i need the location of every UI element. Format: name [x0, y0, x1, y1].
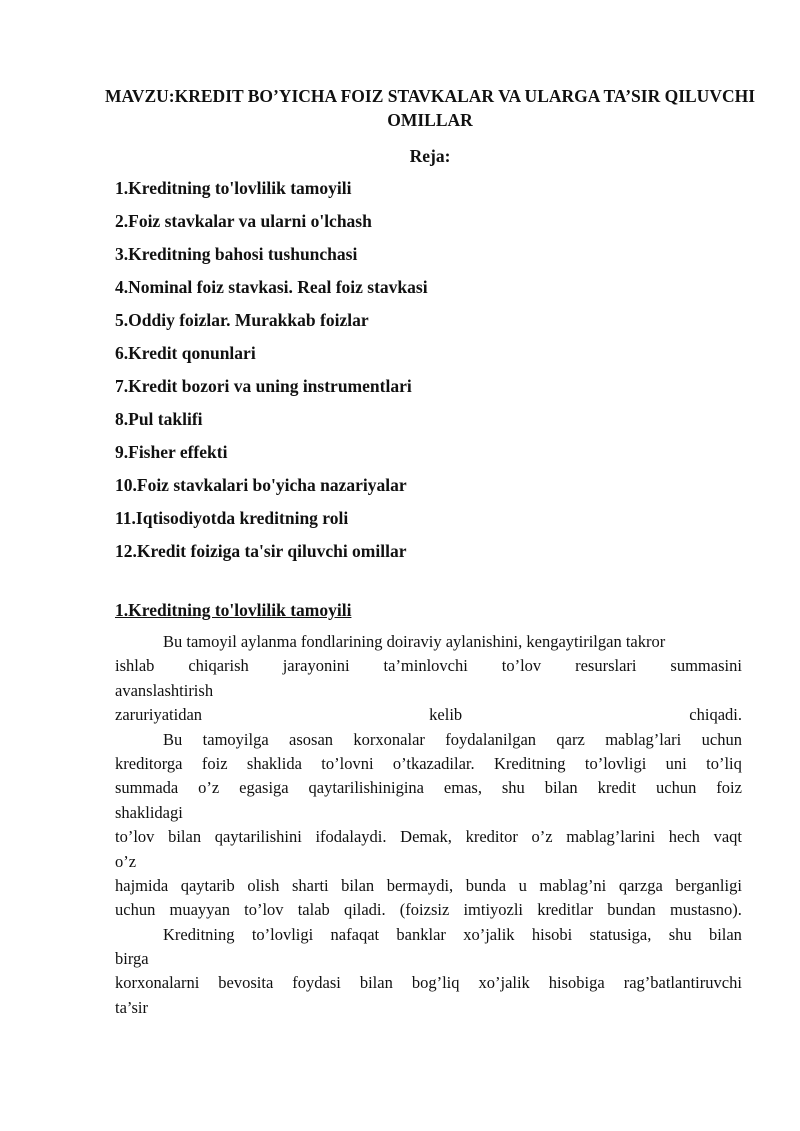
body-word: hech: [668, 827, 700, 847]
plan-list: [115, 176, 428, 572]
plan-item: 4.Nominal foiz stavkasi. Real foiz stavkasi: [115, 277, 428, 297]
body-word: kreditlar: [537, 900, 594, 920]
body-text: [115, 630, 742, 1020]
body-word: ishlab: [115, 656, 155, 676]
document-title: MAVZU:KREDIT BO’YICHA FOIZ STAVKALAR VA ULARGA TA’SIR QILUVCHI OMILLAR: [104, 86, 756, 130]
body-word: muayyan: [169, 900, 230, 920]
plan-item: 12.Kredit foiziga ta'sir qiluvchi omillar: [115, 541, 407, 561]
plan-item: 6.Kredit qonunlari: [115, 343, 256, 363]
body-word: korxonalarni: [115, 973, 200, 993]
body-word: vaqt: [713, 827, 742, 847]
body-word: to’liq: [706, 753, 742, 773]
body-word: jarayonini: [282, 656, 350, 676]
body-line: [115, 898, 742, 922]
body-word: korxonalar: [353, 729, 425, 749]
body-word: kelib: [429, 705, 463, 725]
body-word: ta’minlovchi: [383, 656, 468, 676]
body-word: imtiyozli: [463, 900, 524, 920]
body-word: summasini: [670, 656, 742, 676]
body-word: uchun: [656, 778, 697, 798]
body-word: tamoyilga: [202, 729, 269, 749]
body-word: kredit: [597, 778, 637, 798]
body-word: chiqadi.: [689, 705, 742, 725]
body-word: mustasno).: [669, 900, 742, 920]
body-word: xo’jalik: [478, 973, 530, 993]
body-word: to’lovligi: [584, 753, 647, 773]
body-word: mablag’larini: [566, 827, 656, 847]
body-word: xo’jalik: [463, 924, 515, 944]
body-word: berganligi: [675, 875, 742, 895]
body-word: to’lov: [115, 827, 155, 847]
body-word: bevosita: [218, 973, 274, 993]
body-word: bunda: [465, 875, 507, 895]
body-line: birga: [115, 949, 149, 969]
body-word: o’z: [198, 778, 220, 798]
body-word: foydalanilgan: [445, 729, 537, 749]
body-word: shu: [501, 778, 525, 798]
plan-item: 10.Foiz stavkalari bo'yicha nazariyalar: [115, 475, 407, 495]
body-line: [115, 923, 742, 947]
body-word: to’lovligi: [251, 924, 314, 944]
plan-item: 3.Kreditning bahosi tushunchasi: [115, 244, 358, 264]
body-word: hisobiga: [548, 973, 605, 993]
body-word: Kreditning: [494, 753, 566, 773]
body-word: o’z: [531, 827, 553, 847]
body-word: kreditor: [465, 827, 518, 847]
body-word: qaytarilishinigina: [308, 778, 425, 798]
plan-item: 11.Iqtisodiyotda kreditning roli: [115, 508, 349, 528]
plan-item: 2.Foiz stavkalar va ularni o'lchash: [115, 211, 372, 231]
body-word: sharti: [291, 875, 329, 895]
body-word: qaytarilishini: [214, 827, 302, 847]
section-heading: 1.Kreditning to'lovlilik tamoyili: [115, 600, 352, 620]
body-line: avanslashtirish: [115, 680, 214, 700]
plan-item: 1.Kreditning to'lovlilik tamoyili: [115, 178, 352, 198]
body-line: [115, 703, 742, 727]
plan-item: 9.Fisher effekti: [115, 442, 228, 462]
body-word: qiladi.: [343, 900, 386, 920]
plan-item: 7.Kredit bozori va uning instrumentlari: [115, 376, 412, 396]
body-word: uchun: [701, 729, 742, 749]
body-line: [115, 654, 742, 678]
plan-item: 5.Oddiy foizlar. Murakkab foizlar: [115, 310, 369, 330]
body-word: nafaqat: [330, 924, 380, 944]
body-word: bilan: [544, 778, 578, 798]
plan-heading: Reja:: [409, 146, 451, 166]
body-word: foiz: [201, 753, 228, 773]
body-word: olish: [247, 875, 280, 895]
body-word: bundan: [607, 900, 656, 920]
body-word: hisobi: [531, 924, 573, 944]
body-word: zaruriyatidan: [115, 705, 203, 725]
body-line: [115, 752, 742, 776]
body-line: [115, 728, 742, 752]
plan-item: 8.Pul taklifi: [115, 409, 203, 429]
body-word: o’tkazadilar.: [392, 753, 475, 773]
body-word: foiz: [716, 778, 742, 798]
body-word: bilan: [341, 875, 375, 895]
body-line: shaklidagi: [115, 802, 183, 822]
body-word: mablag’lari: [605, 729, 682, 749]
body-word: emas,: [443, 778, 482, 798]
body-word: uni: [665, 753, 687, 773]
body-word: talab: [297, 900, 330, 920]
body-word: to’lov: [501, 656, 542, 676]
body-word: bog’liq: [411, 973, 460, 993]
body-word: kreditorga: [115, 753, 183, 773]
body-word: qaytarib: [180, 875, 235, 895]
body-word: ifodalaydi.: [315, 827, 387, 847]
body-word: foydasi: [292, 973, 341, 993]
body-word: u: [518, 875, 527, 895]
body-word: Bu: [163, 729, 183, 749]
body-word: hajmida: [115, 875, 169, 895]
body-word: bilan: [168, 827, 202, 847]
body-word: uchun: [115, 900, 156, 920]
body-word: Kreditning: [163, 924, 235, 944]
body-word: asosan: [289, 729, 334, 749]
body-word: to’lov: [244, 900, 284, 920]
body-word: (foizsiz: [399, 900, 450, 920]
body-line: [115, 776, 742, 800]
body-line: [115, 874, 742, 898]
body-word: rag’batlantiruvchi: [623, 973, 742, 993]
body-word: banklar: [396, 924, 446, 944]
body-line: Bu tamoyil aylanma fondlarining doiraviy aylanishini, kengaytirilgan takror: [163, 632, 666, 651]
body-word: shaklida: [246, 753, 302, 773]
body-word: statusiga,: [589, 924, 652, 944]
body-word: qarzga: [618, 875, 663, 895]
body-word: mablag’ni: [539, 875, 607, 895]
body-word: to’lovni: [321, 753, 374, 773]
body-line: o’z: [115, 851, 137, 871]
body-word: Demak,: [400, 827, 452, 847]
body-word: shu: [668, 924, 692, 944]
body-word: resurslari: [575, 656, 637, 676]
body-line: [115, 971, 742, 995]
body-line: [115, 825, 742, 849]
body-word: qarz: [556, 729, 585, 749]
body-word: summada: [115, 778, 179, 798]
body-word: bilan: [359, 973, 393, 993]
body-line: ta’sir: [115, 997, 148, 1017]
body-word: chiqarish: [188, 656, 249, 676]
body-word: bilan: [708, 924, 742, 944]
body-word: egasiga: [239, 778, 289, 798]
body-word: bermaydi,: [386, 875, 454, 895]
